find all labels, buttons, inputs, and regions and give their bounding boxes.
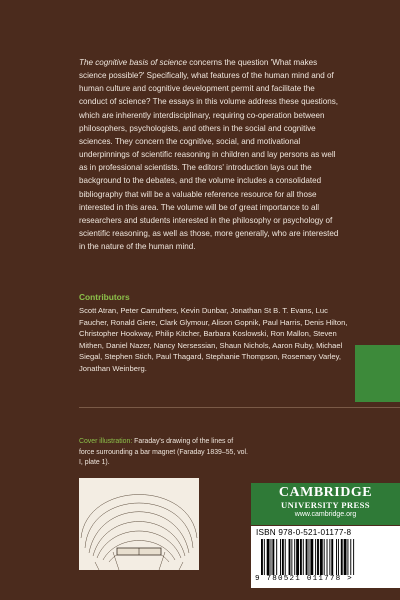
cover-illustration-label: Cover illustration: — [79, 438, 133, 445]
book-title-italic: The cognitive basis of science — [79, 58, 187, 67]
green-spine-tab — [355, 345, 400, 402]
divider-rule — [79, 407, 400, 408]
barcode-digits: 9 780521 011778 > — [255, 575, 353, 583]
contributors-list: Scott Atran, Peter Carruthers, Kevin Dunbar, Jonathan St B. T. Evans, Luc Faucher, Ronald Giere, Clark Glymour, Alison Gopnik, Paul Harris, Denis Hilton, Christopher Hookway, Philip Kitcher, Barbara Koslowski, Ron Mallon, Steven Mithen, Daniel Nazer, Nancy Nersessian, Shaun Nichols, Aaron Ruby, Michael Siegal, Stephen Stich, Paul Thagard, Stephanie Thompson, Rosemary Varley, Jonathan Weinberg. — [79, 306, 348, 373]
publisher-logo-block — [251, 483, 400, 525]
magnet-field-lines-image — [79, 478, 199, 570]
description-blurb — [79, 56, 341, 253]
contributors-heading: Contributors — [79, 292, 130, 302]
blurb-body: concerns the question 'What makes science possible?' Specifically, what features of the human mind and of human culture and cognitive development permit and facilitate the conduct of science? The essays in this volume address these questions, which are inherently interdisciplinary, requiring co-operation between philosophers, psychologists, and others in the social and cognitive sciences. They concern the cognitive, social, and motivational underpinnings of scientific reasoning in children and lay persons as well as in professional scientists. The editors' introduction lays out the background to the debates, and the volume includes a consolidated bibliography that will be a valuable reference resource for all those interested in this area. The volume will be of great importance to all researchers and students interested in the philosophy or psychology of scientific reasoning, as well as those, more generally, who are interested in the nature of the human mind. — [79, 58, 339, 252]
cover-illustration-text: Faraday's drawing of the lines of force surrounding a bar magnet (Faraday 1839–55, vol. I, plate 1). — [79, 438, 248, 466]
publisher-url: www.cambridge.org — [294, 511, 357, 518]
barcode-panel — [251, 526, 400, 588]
publisher-subname: UNIVERSITY PRESS — [281, 500, 370, 510]
isbn-label: ISBN 978-0-521-01177-8 — [256, 528, 352, 537]
cover-illustration-caption — [79, 437, 249, 469]
barcode-bars — [261, 539, 392, 575]
bar-magnet-drawing — [79, 478, 199, 570]
publisher-name: CAMBRIDGE — [278, 485, 373, 500]
